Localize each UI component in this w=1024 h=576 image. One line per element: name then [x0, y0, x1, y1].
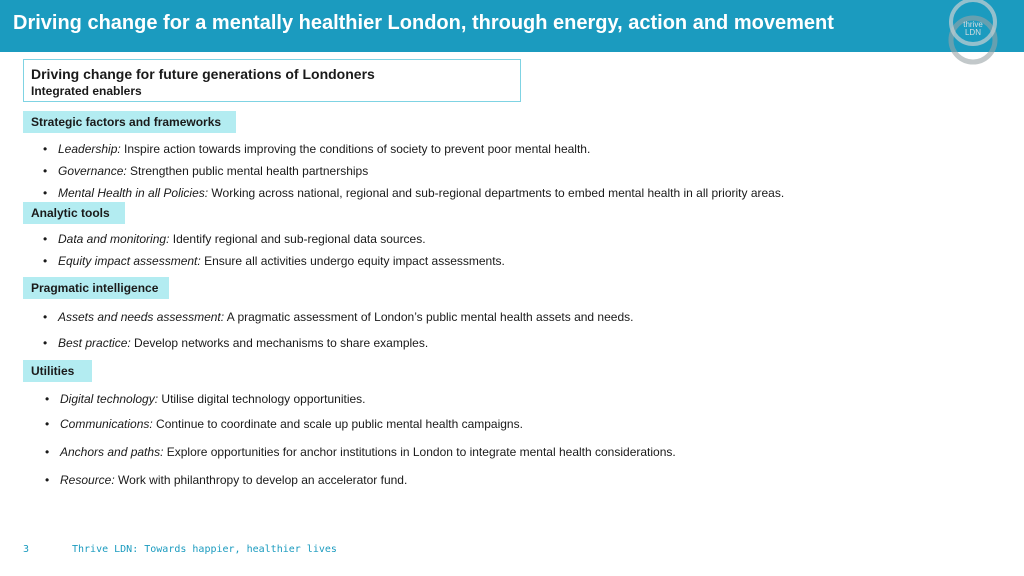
section-label-strategic: Strategic factors and frameworks [23, 111, 236, 133]
section-label-pragmatic: Pragmatic intelligence [23, 277, 169, 299]
page-title: Driving change for a mentally healthier London, through energy, action and movement [13, 12, 834, 34]
page-number: 3 [23, 544, 30, 555]
section-label-analytic: Analytic tools [23, 202, 125, 224]
list-item: • Equity impact assessment: Ensure all activities undergo equity impact assessments. [43, 254, 505, 268]
svg-text:LDN: LDN [964, 28, 982, 37]
list-item: • Resource: Work with philanthropy to develop an accelerator fund. [45, 473, 408, 487]
header-bar [0, 0, 1024, 52]
section-label-utilities: Utilities [23, 360, 92, 382]
thrive-ldn-logo [947, 0, 999, 72]
list-item: • Communications: Continue to coordinate and scale up public mental health campaigns. [45, 417, 523, 431]
list-item: • Mental Health in all Policies: Working across national, regional and sub-regional departments to embed mental health in all priority areas. [43, 186, 785, 200]
svg-text:thrive: thrive [963, 20, 983, 29]
subtitle-main: Driving change for future generations of Londoners [31, 66, 375, 82]
subtitle-box [23, 59, 521, 102]
list-item: • Anchors and paths: Explore opportunities for anchor institutions in London to integrate mental health considerations. [45, 445, 676, 459]
list-item: • Digital technology: Utilise digital technology opportunities. [45, 392, 366, 406]
list-item: • Assets and needs assessment: A pragmatic assessment of London’s public mental health assets and needs. [43, 310, 634, 324]
list-item: • Leadership: Inspire action towards improving the conditions of society to prevent poor mental health. [43, 142, 591, 156]
footer-text: Thrive LDN: Towards happier, healthier lives [72, 544, 337, 555]
list-item: • Data and monitoring: Identify regional and sub-regional data sources. [43, 232, 426, 246]
subtitle-sub: Integrated enablers [31, 84, 142, 98]
list-item: • Governance: Strengthen public mental health partnerships [43, 164, 369, 178]
list-item: • Best practice: Develop networks and mechanisms to share examples. [43, 336, 429, 350]
